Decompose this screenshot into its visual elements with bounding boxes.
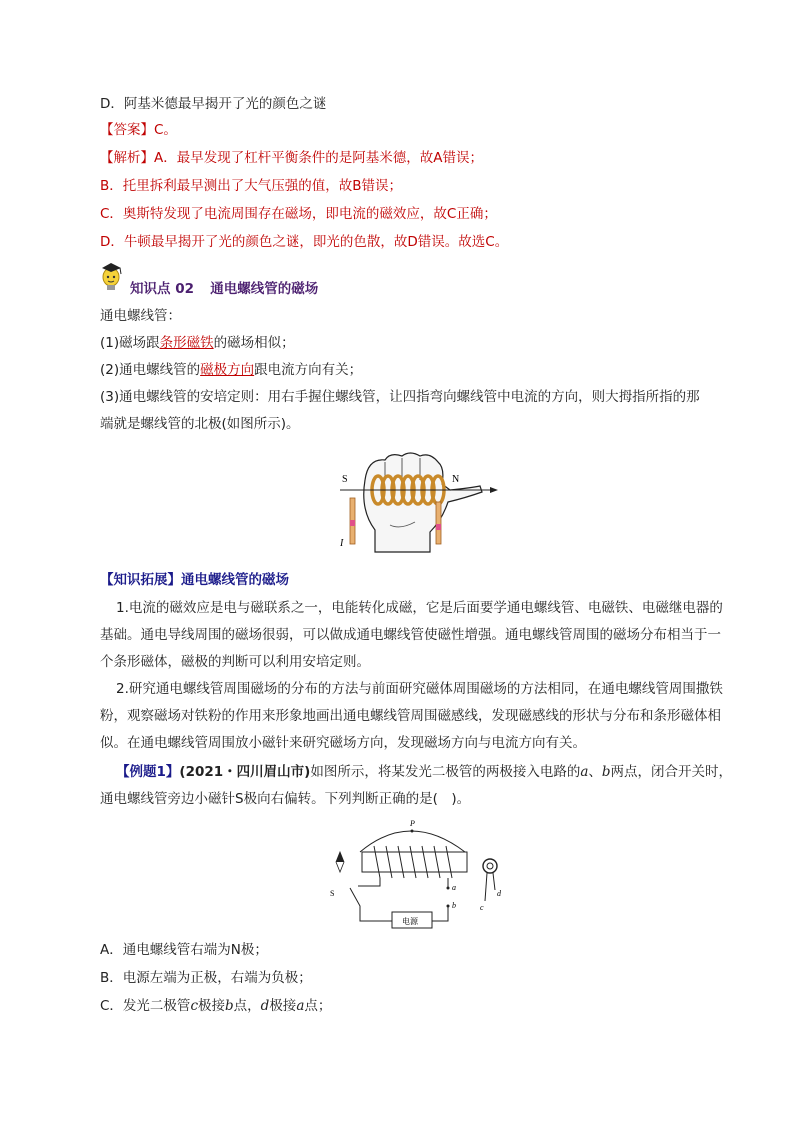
option-c-var-d: d	[260, 998, 270, 1014]
knowledge-point-2	[100, 360, 724, 380]
example-source: (2021・四川眉山市)	[179, 764, 311, 780]
answer-value: C。	[154, 122, 177, 138]
example-q-b: b	[601, 764, 611, 780]
knowledge-heading-number: 知识点 02	[130, 281, 194, 297]
option-c-part1: C．发光二极管	[100, 998, 191, 1014]
knowledge-heading	[130, 279, 724, 299]
figure2-label-s: S	[330, 889, 335, 898]
option-c-part5: 点；	[304, 998, 332, 1014]
example-question-line1	[116, 762, 733, 782]
knowledge-heading-title: 通电螺线管的磁场	[210, 281, 319, 297]
option-d-previous: D．阿基米德最早揭开了光的颜色之谜	[100, 96, 327, 112]
extension-para1-line2: 基础。通电导线周围的磁场很弱，可以做成通电螺线管使磁性增强。通电螺线管周围的磁场分布相当于一	[100, 627, 721, 643]
option-c-var-c: c	[190, 998, 198, 1014]
figure2-power-label: 电源	[402, 917, 418, 926]
knowledge-point-1	[100, 333, 724, 353]
extension-para2-line2: 粉，观察磁场对铁粉的作用来形象地画出通电螺线管周围磁感线，发现磁感线的形状与分布和条形磁体相	[100, 708, 721, 724]
figure1-label-s: S	[342, 474, 348, 485]
figure2-label-b: b	[452, 901, 456, 910]
option-c-part2: 极接	[198, 998, 225, 1014]
example-q-a: a	[580, 764, 589, 780]
option-b: B．电源左端为正极，右端为负极；	[100, 970, 312, 986]
analysis-line-b: B．托里拆利最早测出了大气压强的值，故B错误；	[100, 178, 403, 194]
circuit-figure	[330, 816, 510, 936]
example-q-pre: 如图所示，将某发光二极管的两极接入电路的	[310, 764, 581, 780]
knowledge-point-1-pre: (1)磁场跟	[100, 335, 160, 351]
knowledge-point-1-post: 的磁场相似；	[213, 335, 295, 351]
option-c-part4: 极接	[269, 998, 297, 1014]
figure1-label-i: I	[340, 538, 344, 549]
extension-heading	[100, 570, 724, 590]
analysis-line-a	[100, 148, 724, 168]
extension-title: 通电螺线管的磁场	[181, 572, 289, 588]
knowledge-point-2-keyword: 磁极方向	[200, 362, 255, 378]
analysis-tag: 【解析】	[100, 150, 154, 166]
option-c-part3: 点，	[233, 998, 261, 1014]
extension-tag: 【知识拓展】	[100, 572, 181, 588]
right-hand-rule-figure	[330, 450, 500, 556]
analysis-line-c: C．奥斯特发现了电流周围存在磁场，即电流的磁效应，故C正确；	[100, 206, 497, 222]
lightbulb-graduate-icon	[96, 262, 126, 294]
knowledge-point-3-line-1: (3)通电螺线管的安培定则：用右手握住螺线管，让四指弯向螺线管中电流的方向，则大拇指所指的那	[100, 389, 700, 405]
analysis-a: A．最早发现了杠杆平衡条件的是阿基米德，故A错误；	[154, 150, 483, 166]
analysis-line-d: D．牛顿最早揭开了光的颜色之谜，即光的色散，故D错误。故选C。	[100, 234, 509, 250]
knowledge-point-3-line-2: 端就是螺线管的北极(如图所示)。	[100, 416, 300, 432]
figure2-label-p: P	[410, 819, 415, 828]
example-q-post: 两点，闭合开关时，	[610, 764, 733, 780]
figure2-label-a: a	[452, 883, 456, 892]
option-c	[100, 996, 724, 1016]
answer-tag: 【答案】	[100, 122, 154, 138]
figure2-label-c: c	[480, 903, 484, 912]
extension-para2-line1: 2.研究通电螺线管周围磁场的分布的方法与前面研究磁体周围磁场的方法相同，在通电螺线管周围撒铁	[116, 681, 723, 697]
option-c-var-b: b	[225, 998, 234, 1014]
extension-para1-line1: 1.电流的磁效应是电与磁联系之一，电能转化成磁，它是后面要学通电螺线管、电磁铁、电磁继电器的	[116, 600, 723, 616]
answer-line	[100, 120, 724, 140]
extension-para1-line3: 个条形磁体，磁极的判断可以利用安培定则。	[100, 654, 370, 670]
extension-para2-line3: 似。在通电螺线管周围放小磁针来研究磁场方向，发现磁场方向与电流方向有关。	[100, 735, 586, 751]
knowledge-point-2-pre: (2)通电螺线管的	[100, 362, 201, 378]
example-question-line2: 通电螺线管旁边小磁针S极向右偏转。下列判断正确的是( )。	[100, 791, 471, 807]
knowledge-point-2-post: 跟电流方向有关；	[254, 362, 363, 378]
example-q-sep: 、	[588, 764, 602, 780]
figure2-label-d: d	[497, 889, 501, 898]
example-tag: 【例题1】	[116, 764, 180, 780]
knowledge-intro: 通电螺线管：	[100, 308, 181, 324]
knowledge-point-1-keyword: 条形磁铁	[159, 335, 214, 351]
option-c-var-a: a	[296, 998, 305, 1014]
figure1-label-n: N	[452, 474, 460, 485]
option-a: A．通电螺线管右端为N极；	[100, 942, 268, 958]
